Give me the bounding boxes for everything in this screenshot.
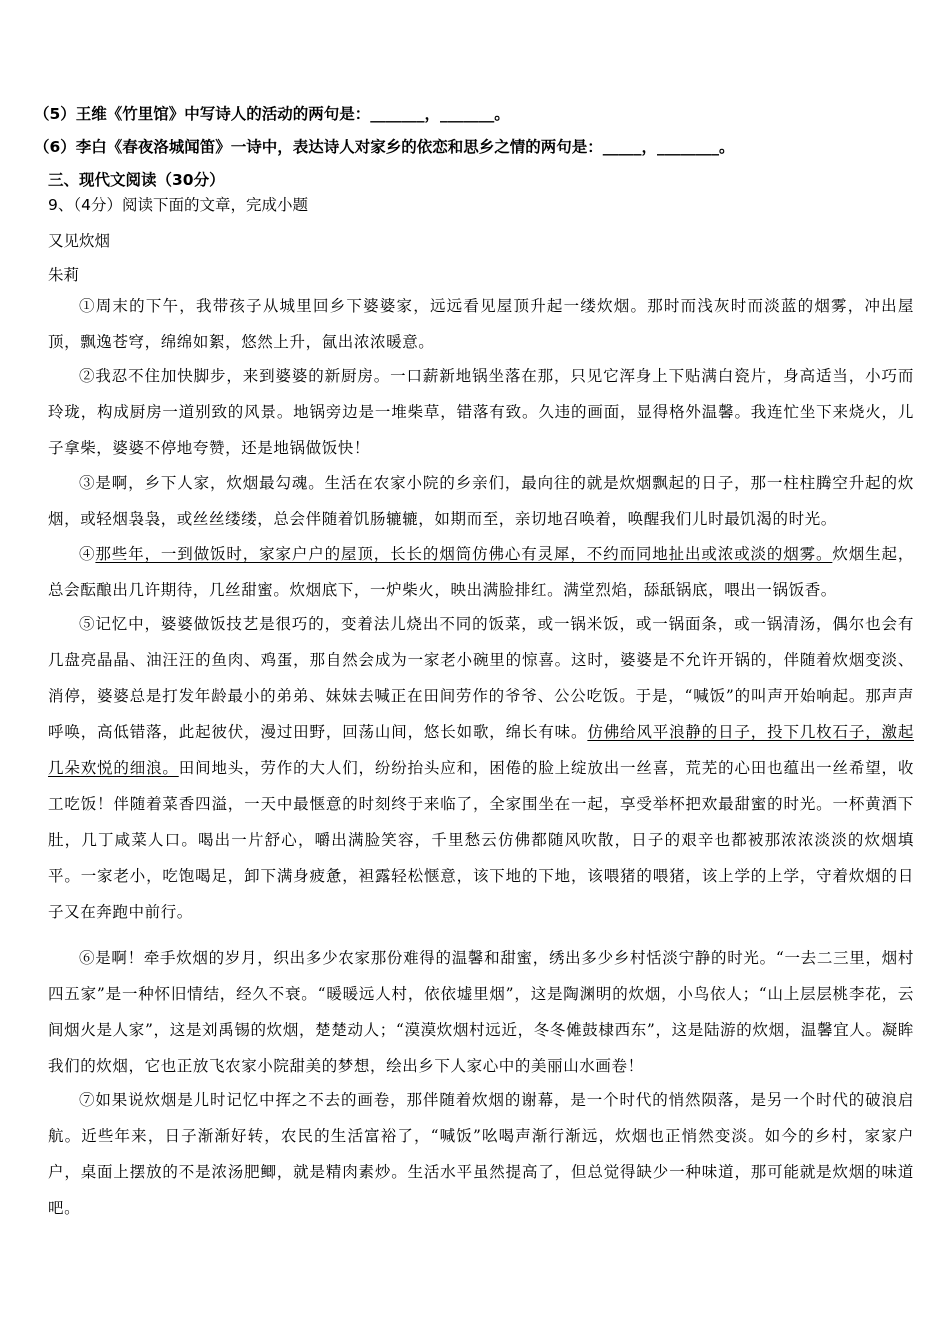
paragraph-4 [48, 536, 914, 608]
article-author: 朱莉 [48, 266, 80, 284]
paragraph-3: ③是啊，乡下人家，炊烟最勾魂。生活在农家小院的乡亲们，最向往的就是炊烟飘起的日子，那一柱柱腾空升起的炊烟，或轻烟袅袅，或丝丝缕缕，总会伴随着饥肠辘辘，如期而至，亲切地召唤着，唤醒我们儿时最饥渴的时光。 [48, 474, 914, 528]
paragraph-5-part-1: ⑤记忆中，婆婆做饭技艺是很巧的，变着法儿烧出不同的饭菜，或一锅米饭，或一锅面条，或一锅清汤，偶尔也会有几盘亮晶晶、油汪汪的鱼肉、鸡蛋，那自然会成为一家老小碗里的惊喜。这时，婆婆是不允许开锅的，伴随着炊烟变淡、消停，婆婆总是打发年龄最小的弟弟、妹妹去喊正在田间劳作的爷爷、公公吃饭。于是，“喊饭”的叫声开始响起。那声声呼唤，高低错落，此起彼伏，漫过田野，回荡山间，悠长如歌，绵长有味。 [48, 615, 914, 741]
question-6: （6）李白《春夜洛城闻笛》一诗中，表达诗人对家乡的依恋和思乡之情的两句是：_____，________。 [34, 138, 735, 156]
paragraph-2: ②我忍不住加快脚步，来到婆婆的新厨房。一口薪新地锅坐落在那，只见它浑身上下贴满白瓷片，身高适当，小巧而玲珑，构成厨房一道别致的风景。地锅旁边是一堆柴草，错落有致。久违的画面，显得格外温馨。我连忙坐下来烧火，儿子拿柴，婆婆不停地夸赞，还是地锅做饭快！ [48, 367, 914, 457]
paragraph-7: ⑦如果说炊烟是儿时记忆中挥之不去的画卷，那伴随着炊烟的谢幕，是一个时代的悄然陨落，是另一个时代的破浪启航。近些年来，日子渐渐好转，农民的生活富裕了，“喊饭”吆喝声渐行渐远，炊烟也正悄然变淡。如今的乡村，家家户户，桌面上摆放的不是浓汤肥鲫，就是精肉素炒。生活水平虽然提高了，但总觉得缺少一种味道，那可能就是炊烟的味道吧。 [48, 1091, 914, 1217]
article-title: 又见炊烟 [48, 232, 111, 250]
paragraph-4-rest: 炊烟生起，总会酝酿出几许期待，几丝甜蜜。炊烟底下，一炉柴火，映出满脸排红。满堂烈焰，舔舐锅底，喂出一锅饭香。 [48, 545, 914, 599]
paragraph-5-underlined-sentence: 仿佛给风平浪静的日子，投下几枚石子，激起几朵欢悦的细浪。 [48, 723, 914, 777]
paragraph-5 [48, 606, 914, 930]
question-5: （5）王维《竹里馆》中写诗人的活动的两句是：_______，_______。 [34, 105, 510, 123]
question-9-intro: 9、（4分）阅读下面的文章，完成小题 [48, 196, 308, 214]
paragraph-4-number: ④ [79, 545, 96, 563]
paragraph-4-underlined-sentence: 那些年，一到做饭时，家家户户的屋顶，长长的烟筒仿佛心有灵犀，不约而同地扯出或浓或淡的烟雾。 [95, 545, 833, 563]
paragraph-1: ①周末的下午，我带孩子从城里回乡下婆婆家，远远看见屋顶升起一缕炊烟。那时而浅灰时而淡蓝的烟雾，冲出屋顶，飘逸苍穹，绵绵如絮，悠然上升，氤出浓浓暖意。 [48, 297, 914, 351]
paragraph-6: ⑥是啊！牵手炊烟的岁月，织出多少农家那份难得的温馨和甜蜜，绣出多少乡村恬淡宁静的时光。“一去二三里，烟村四五家”是一种怀旧情结，经久不衰。“暖暖远人村，依依墟里烟”，这是陶渊明的炊烟，小鸟依人；“山上层层桃李花，云间烟火是人家”，这是刘禹锡的炊烟，楚楚动人；“漠漠炊烟村远近，冬冬傩鼓棣西东”，这是陆游的炊烟，温馨宜人。凝眸我们的炊烟，它也正放飞农家小院甜美的梦想，绘出乡下人家心中的美丽山水画卷！ [48, 949, 914, 1075]
paragraph-5-part-2: 田间地头，劳作的大人们，纷纷抬头应和，困倦的脸上绽放出一丝喜，荒芜的心田也蕴出一丝希望，收工吃饭！伴随着菜香四溢，一天中最惬意的时刻终于来临了，全家围坐在一起，享受举杯把欢最甜蜜的时光。一杯黄酒下肚，几丁咸菜人口。喝出一片舒心，嚼出满脸笑容，千里愁云仿佛都随风吹散，日子的艰辛也都被那浓浓淡淡的炊烟填平。一家老小，吃饱喝足，卸下满身疲惫，袒露轻松惬意，该下地的下地，该喂猪的喂猪，该上学的上学，守着炊烟的日子又在奔跑中前行。 [48, 759, 914, 921]
section-heading: 三、现代文阅读（30分） [48, 171, 225, 189]
